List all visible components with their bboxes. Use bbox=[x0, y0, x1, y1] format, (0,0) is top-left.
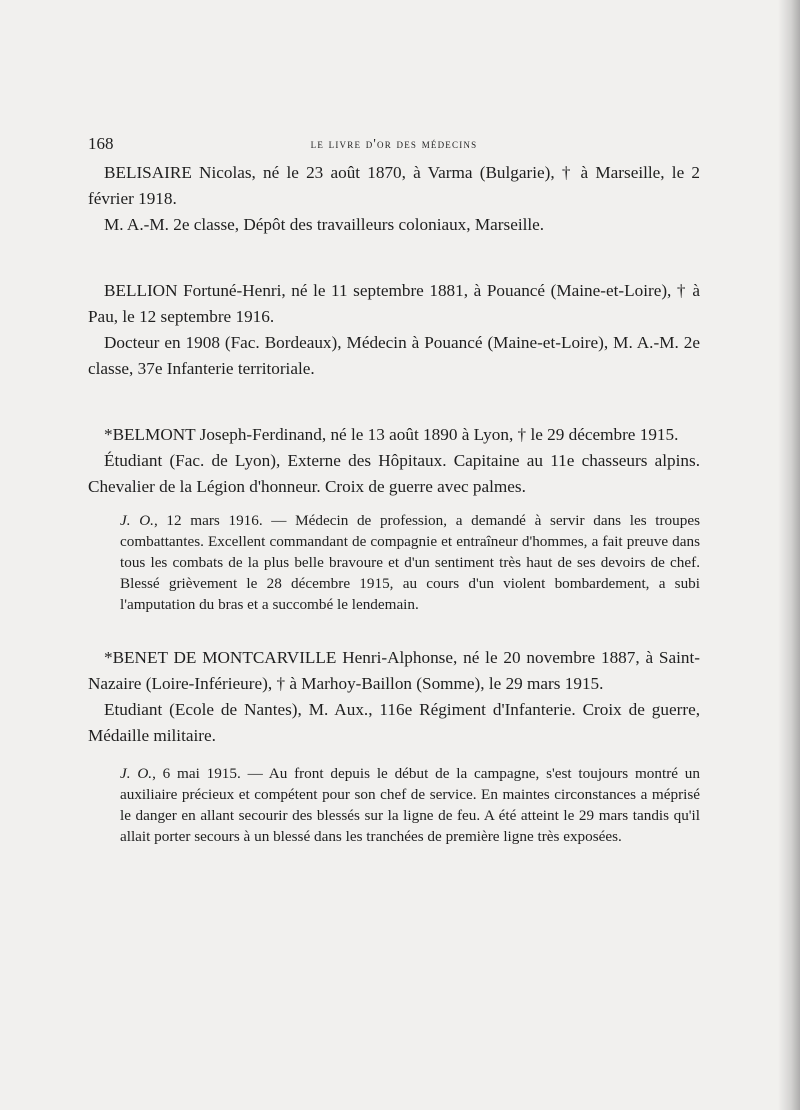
running-header bbox=[88, 128, 700, 158]
page-number: 168 bbox=[88, 134, 114, 153]
entry-bellion bbox=[88, 278, 700, 382]
book-page bbox=[88, 128, 700, 847]
entry-heading: *BENET DE MONTCARVILLE Henri-Alphonse, né le 20 novembre 1887, à Saint-Nazaire (Loire-Inférieure), † à Marhoy-Baillon (Somme), le 29 mars 1915. bbox=[88, 648, 700, 693]
entry-details: M. A.-M. 2e classe, Dépôt des travailleurs coloniaux, Marseille. bbox=[104, 215, 545, 234]
entry-details: Docteur en 1908 (Fac. Bordeaux), Médecin à Pouancé (Maine-et-Loire), M. A.-M. 2e classe, 37e Infanterie territoriale. bbox=[88, 333, 700, 378]
citation-source: J. O. bbox=[120, 512, 154, 529]
entry-belisaire bbox=[88, 160, 700, 238]
entry-heading: *BELMONT Joseph-Ferdinand, né le 13 août 1890 à Lyon, † le 29 décembre 1915. bbox=[104, 425, 679, 444]
running-title: le livre d'or des médecins bbox=[310, 136, 478, 151]
entry-benet-de-montcarville bbox=[88, 645, 700, 847]
citation bbox=[120, 763, 700, 847]
page-edge-shadow bbox=[778, 0, 800, 1110]
citation-text: , 12 mars 1916. — Médecin de profession, a demandé à servir dans les troupes combattantes. Excellent commandant de compagnie et entraîneur d'hommes, a fait preuve dans tous les combats de la plus belle bravoure et d'un sentiment très haut de ses devoirs de chef. Blessé grièvement le 28 décembre 1915, au cours d'un violent bombardement, a subi l'amputation du bras et a succombé le lendemain. bbox=[120, 512, 700, 613]
entry-details: Etudiant (Ecole de Nantes), M. Aux., 116e Régiment d'Infanterie. Croix de guerre, Médaille militaire. bbox=[88, 700, 700, 745]
entry-heading: BELLION Fortuné-Henri, né le 11 septembre 1881, à Pouancé (Maine-et-Loire), † à Pau, le 12 septembre 1916. bbox=[88, 281, 700, 326]
citation bbox=[120, 510, 700, 615]
citation-text: , 6 mai 1915. — Au front depuis le début de la campagne, s'est toujours montré un auxiliaire précieux et compétent pour son chef de service. En maintes circonstances a méprisé le danger en allant secourir des blessés sur la ligne de feu. A été atteint le 29 mars tandis qu'il allait porter secours à un blessé dans les tranchées de première ligne très exposées. bbox=[120, 765, 700, 845]
entry-belmont bbox=[88, 422, 700, 615]
entry-heading: BELISAIRE Nicolas, né le 23 août 1870, à Varma (Bulgarie), † à Marseille, le 2 février 1918. bbox=[88, 163, 700, 208]
entry-details: Étudiant (Fac. de Lyon), Externe des Hôpitaux. Capitaine au 11e chasseurs alpins. Chevalier de la Légion d'honneur. Croix de guerre avec palmes. bbox=[88, 451, 700, 496]
citation-source: J. O. bbox=[120, 765, 153, 782]
